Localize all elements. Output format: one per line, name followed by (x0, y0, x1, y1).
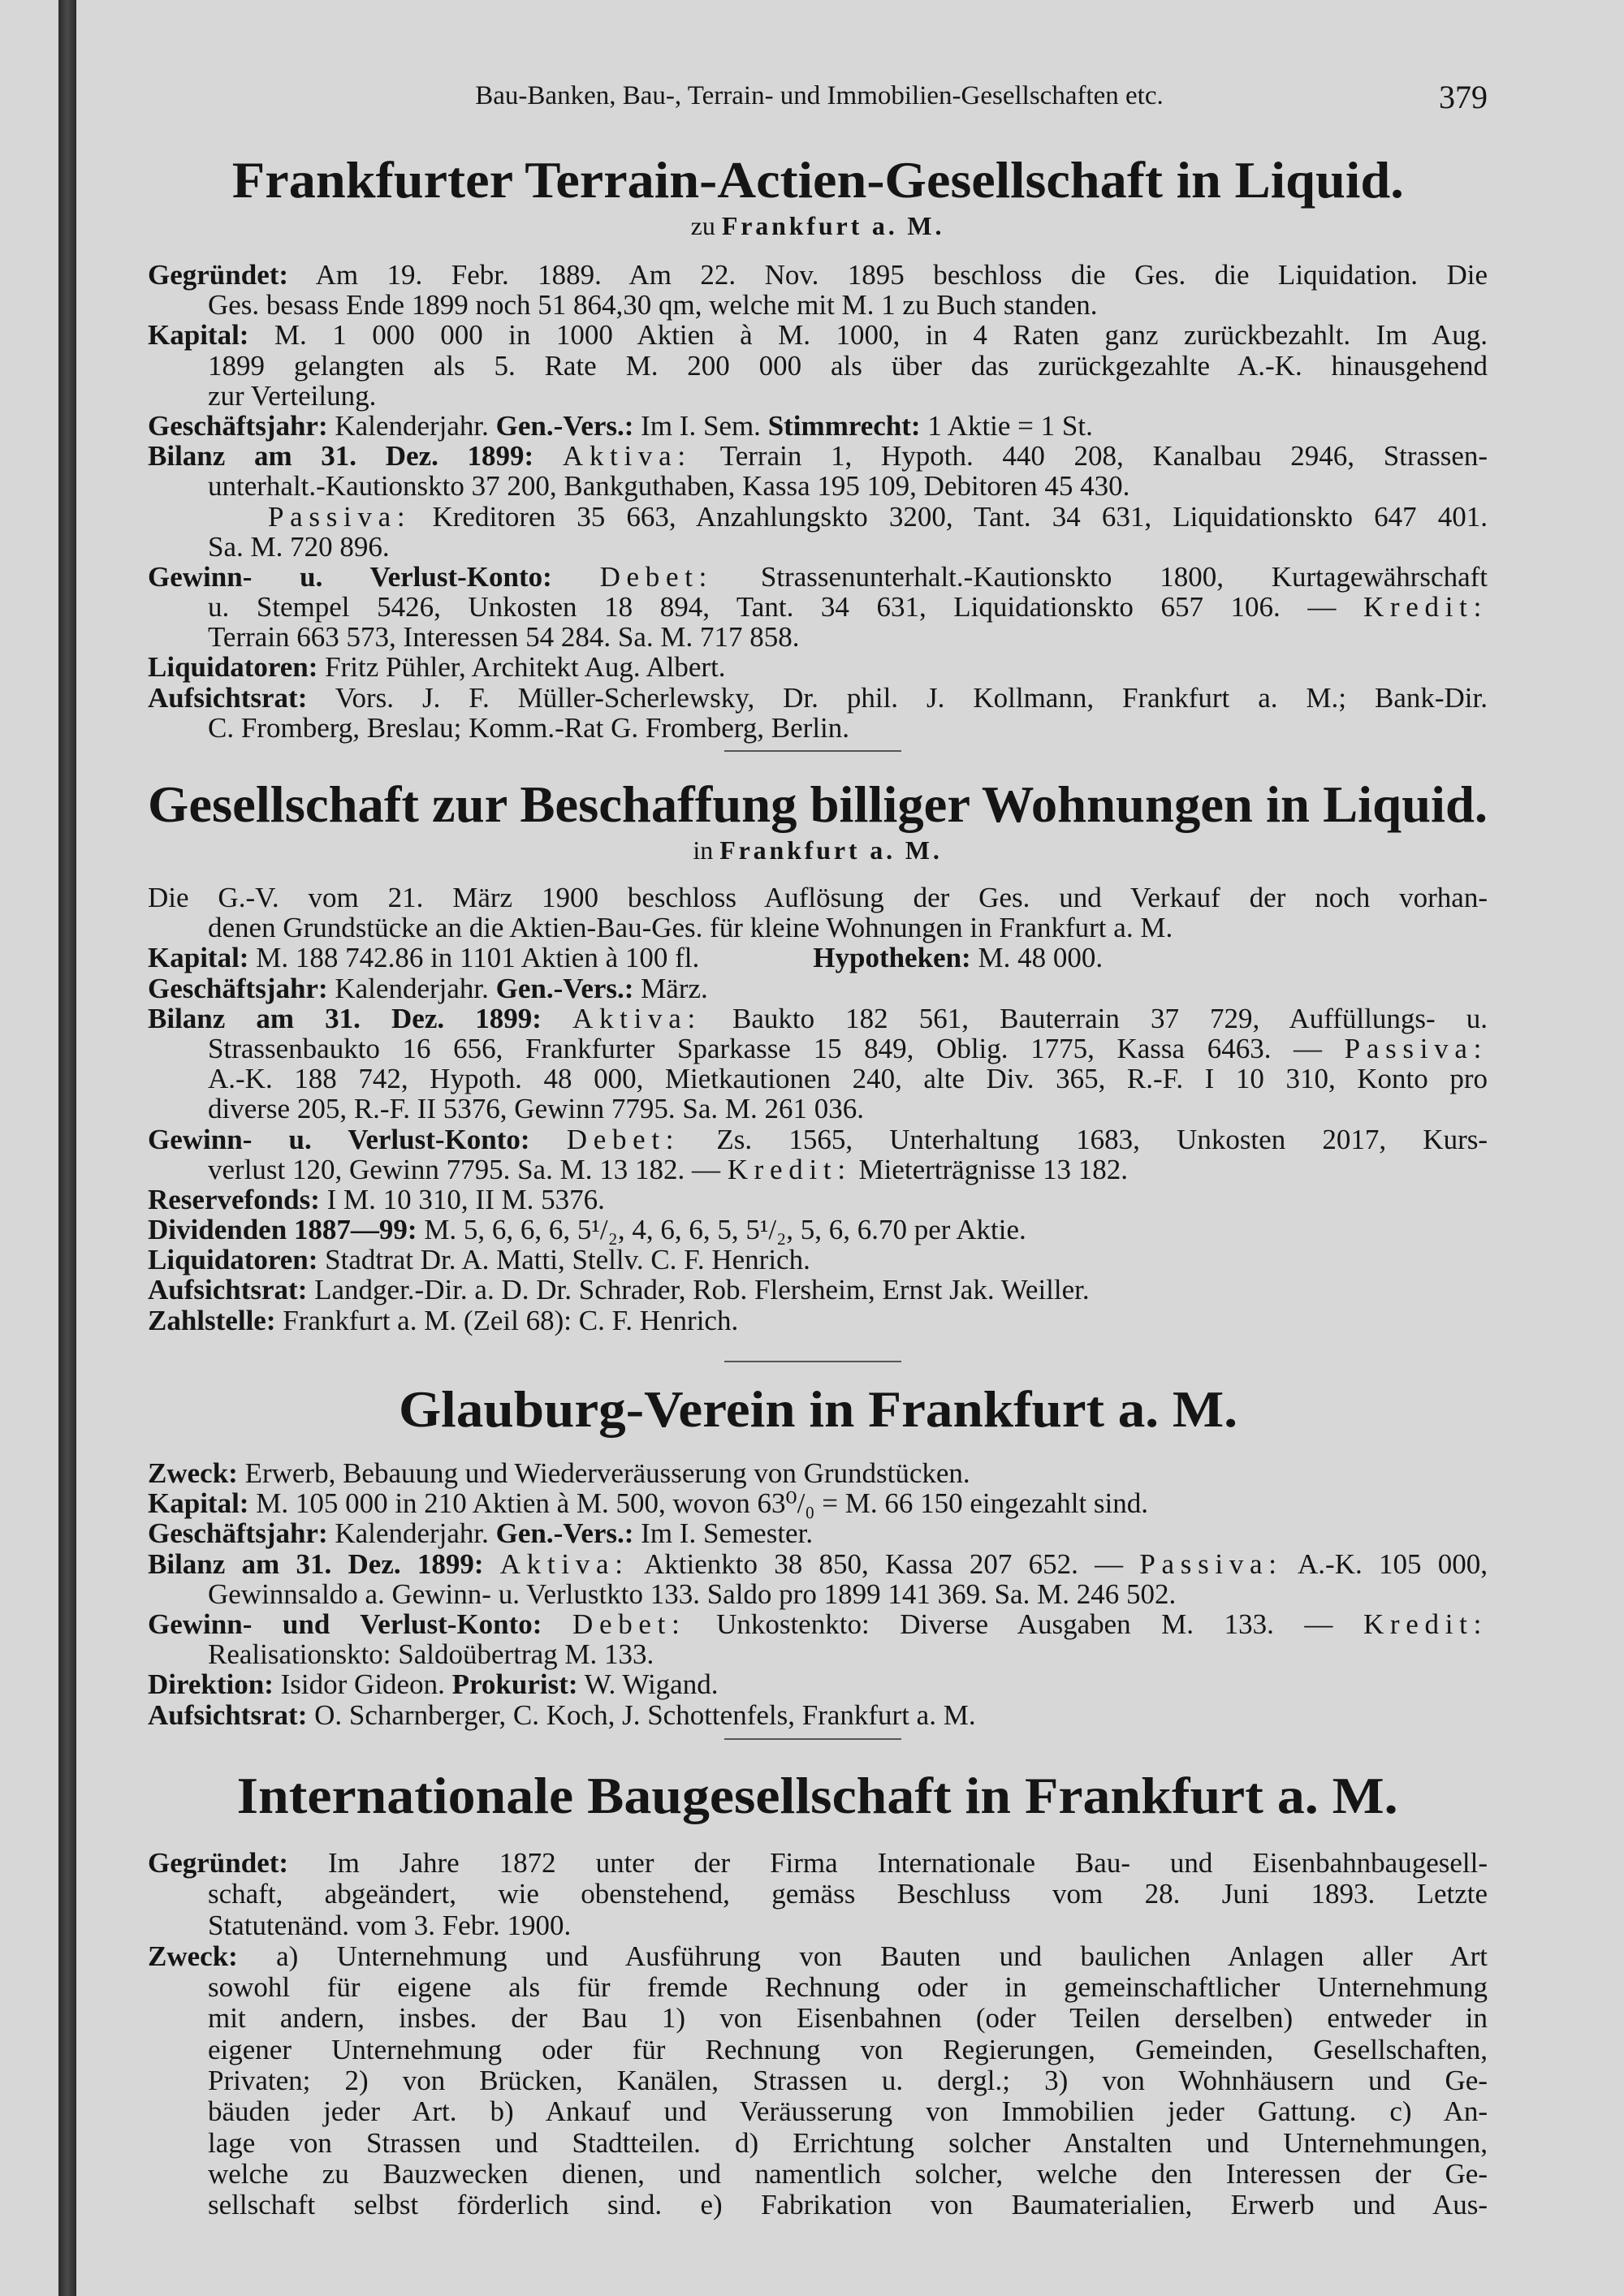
text-line (148, 913, 1488, 943)
entry-paragraph (148, 1518, 1488, 1548)
entry-paragraph (148, 1275, 1488, 1305)
text-line (148, 1972, 1488, 2003)
field-text: Kreditoren 35 663, Anzahlungskto 3200, Tant. 34 631, Liquidationskto 647 401. (411, 500, 1488, 533)
field-text: A.-K. 105 000, (1282, 1547, 1488, 1580)
binding-edge (58, 0, 76, 2296)
field-text (484, 1548, 500, 1580)
field-text: Strassenbaukto 16 656, Frankfurter Sparkasse 15 849, Oblig. 1775, Kassa 6463. — (208, 1032, 1345, 1064)
entry-paragraph (148, 1549, 1488, 1609)
account-side-label: Passiva: (1344, 1032, 1488, 1064)
field-text: Isidor Gideon. (273, 1668, 452, 1701)
entry-paragraph (148, 973, 1488, 1003)
text-line (148, 1941, 1488, 1972)
field-text: Stadtrat Dr. A. Matti, Stellv. C. F. Henrich. (317, 1244, 810, 1276)
entry-paragraph (148, 1185, 1488, 1215)
text-line (148, 1245, 1488, 1275)
text-line (148, 622, 1488, 652)
entry-paragraph (148, 1609, 1488, 1669)
field-text: Terrain 1, Hypoth. 440 208, Kanalbau 2946, Strassen- (691, 440, 1488, 473)
field-label: Kapital: (148, 1487, 249, 1520)
field-text: Privaten; 2) von Brücken, Kanälen, Strassen u. dergl.; 3) von Wohnhäusern und Ge- (208, 2065, 1488, 2097)
text-line (148, 441, 1488, 471)
entry-paragraph (148, 1848, 1488, 1941)
text-line (148, 1518, 1488, 1548)
entry-paragraph (148, 1700, 1488, 1730)
field-text: diverse 205, R.-F. II 5376, Gewinn 7795. Sa. M. 261 036. (208, 1093, 864, 1125)
field-text: Terrain 663 573, Interessen 54 284. Sa. M. 717 858. (208, 621, 800, 654)
field-text: sellschaft selbst förderlich sind. e) Fabrikation von Baumaterialien, Erwerb und Aus- (208, 2189, 1488, 2221)
field-text: Kalenderjahr. (327, 409, 496, 442)
location-prefix: zu (690, 211, 722, 240)
account-side-label: Debet: (599, 560, 714, 593)
entry-paragraph (148, 1669, 1488, 1699)
text-line (148, 1154, 1488, 1185)
field-text: u. Stempel 5426, Unkosten 18 894, Tant. 34 631, Liquidationskto 657 106. — (208, 591, 1363, 624)
text-line (148, 1003, 1488, 1034)
field-label: Hypotheken: (813, 942, 971, 974)
field-label: Liquidatoren: (148, 1244, 318, 1276)
separator-rule (724, 750, 901, 752)
entry-glauburg-verein (148, 1380, 1488, 1730)
text-line (148, 1879, 1488, 1910)
field-text: März. (633, 972, 708, 1004)
entry-paragraph (148, 1306, 1488, 1336)
field-text: M. 188 742.86 in 1101 Aktien à 100 fl. (248, 942, 814, 974)
field-text: Im I. Sem. (633, 409, 768, 442)
text-line (148, 1185, 1488, 1215)
separator-rule (724, 1361, 901, 1362)
field-label: Aufsichtsrat: (148, 681, 308, 714)
field-label: Dividenden 1887—99: (148, 1214, 417, 1246)
field-text: Im Jahre 1872 unter der Firma Internationale Bau- und Eisenbahnbaugesell- (288, 1847, 1488, 1879)
field-label: Kapital: (148, 319, 249, 352)
field-label: Zahlstelle: (148, 1304, 276, 1336)
field-label: Aufsichtsrat: (148, 1698, 308, 1731)
account-side-label: Debet: (566, 1123, 680, 1155)
entry-title (148, 1767, 1488, 1825)
field-text: Strassenunterhalt.-Kautionskto 1800, Kurtagewährschaft (713, 560, 1488, 593)
field-label: Gegründet: (148, 1847, 289, 1879)
field-text: verlust 120, Gewinn 7795. Sa. M. 13 182. — (208, 1153, 728, 1185)
field-text: 1 Aktie = 1 St. (920, 409, 1093, 442)
field-label: Prokurist: (451, 1668, 578, 1701)
field-label: Direktion: (148, 1668, 274, 1701)
entry-paragraph (148, 562, 1488, 653)
entry-location (148, 834, 1488, 866)
account-side-label: Kredit: (1363, 1608, 1488, 1640)
text-line (148, 1639, 1488, 1669)
field-text: Zs. 1565, Unterhaltung 1683, Unkosten 2017, Kurs- (680, 1123, 1488, 1155)
location-place: Frankfurt a. M. (719, 835, 943, 865)
text-line (148, 1700, 1488, 1730)
field-text: Fritz Pühler, Architekt Aug. Albert. (317, 651, 726, 684)
field-label: Liquidatoren: (148, 651, 318, 684)
entry-billiger-wohnungen (148, 775, 1488, 1336)
field-label: Bilanz am 31. Dez. 1899: (148, 1002, 542, 1034)
field-text: denen Grundstücke an die Aktien-Bau-Ges. für kleine Wohnungen in Frankfurt a. M. (208, 912, 1173, 944)
field-text (530, 1124, 567, 1155)
field-text: welche zu Bauzwecken dienen, und namentlich solcher, welche den Interessen der Ge- (208, 2157, 1488, 2190)
field-label: Zweck: (148, 1940, 238, 1972)
text-line (148, 713, 1488, 743)
field-label: Gewinn- u. Verlust-Konto: (148, 1123, 530, 1155)
account-side-label: Aktiva: (499, 1547, 629, 1580)
field-label: Reservefonds: (148, 1183, 320, 1215)
field-label: Bilanz am 31. Dez. 1899: (148, 440, 534, 473)
entry-paragraph (148, 260, 1488, 320)
field-text: mit andern, insbes. der Bau 1) von Eisenbahnen (oder Teilen derselben) entweder in (208, 2002, 1488, 2035)
text-line (148, 1669, 1488, 1699)
text-line (148, 1579, 1488, 1609)
text-line (148, 471, 1488, 501)
field-text: Realisationskto: Saldoübertrag M. 133. (208, 1638, 654, 1671)
text-line (148, 1094, 1488, 1124)
entry-paragraph (148, 411, 1488, 441)
entry-title-text: Internationale Baugesellschaft in Frankfurt a. M. (237, 1767, 1398, 1824)
account-side-label: Kredit: (727, 1153, 852, 1185)
field-text: I M. 10 310, II M. 5376. (319, 1183, 605, 1215)
text-line (148, 2035, 1488, 2065)
field-label: Zweck: (148, 1457, 238, 1489)
field-text: A.-K. 188 742, Hypoth. 48 000, Mietkautionen 240, alte Div. 365, R.-F. I 10 310, Konto pro (208, 1063, 1488, 1095)
entry-paragraph (148, 502, 1488, 562)
field-label: Geschäftsjahr: (148, 409, 328, 442)
entry-title (148, 151, 1488, 209)
text-line (148, 562, 1488, 592)
text-line (148, 2065, 1488, 2096)
text-line (148, 2190, 1488, 2220)
field-text: Aktienkto 38 850, Kassa 207 652. — (628, 1547, 1140, 1580)
text-line (148, 290, 1488, 320)
text-line (148, 1275, 1488, 1305)
field-text: Gewinnsaldo a. Gewinn- u. Verlustkto 133. Saldo pro 1899 141 369. Sa. M. 246 502. (208, 1577, 1177, 1610)
entry-paragraph (148, 652, 1488, 682)
entry-title (148, 775, 1488, 834)
field-label: Gewinn- und Verlust-Konto: (148, 1608, 542, 1640)
separator-rule (724, 1738, 901, 1740)
field-label: Gegründet: (148, 259, 289, 291)
text-line (148, 1064, 1488, 1094)
field-label: Kapital: (148, 942, 249, 974)
entry-location (148, 209, 1488, 242)
text-line (148, 2096, 1488, 2127)
location-place: Frankfurt a. M. (721, 211, 945, 240)
text-line (148, 1034, 1488, 1064)
text-line (148, 1306, 1488, 1336)
field-text: Frankfurt a. M. (Zeil 68): C. F. Henrich. (275, 1304, 739, 1336)
field-text: Am 19. Febr. 1889. Am 22. Nov. 1895 beschloss die Ges. die Liquidation. Die (288, 259, 1488, 291)
text-line (148, 1848, 1488, 1879)
field-text: unterhalt.-Kautionskto 37 200, Bankguthaben, Kassa 195 109, Debitoren 45 430. (208, 470, 1130, 503)
field-text: 1899 gelangten als 5. Rate M. 200 000 als über das zurückgezahlte A.-K. hinausgehend (208, 349, 1488, 382)
entry-title (148, 1380, 1488, 1439)
field-label: Gewinn- u. Verlust-Konto: (148, 560, 552, 593)
page-number: 379 (1439, 79, 1488, 115)
field-text: Statutenänd. vom 3. Febr. 1900. (208, 1909, 572, 1941)
text-line (148, 2003, 1488, 2034)
entry-frankfurter-terrain (148, 151, 1488, 743)
entry-paragraph (148, 683, 1488, 743)
field-text: bäuden jeder Art. b) Ankauf und Veräusserung von Immobilien jeder Gattung. c) An- (208, 2095, 1488, 2128)
entry-paragraph (148, 441, 1488, 501)
field-label: Gen.-Vers.: (495, 1517, 634, 1550)
entry-body (148, 1458, 1488, 1730)
text-line (148, 351, 1488, 381)
field-text: Erwerb, Bebauung und Wiederveräusserung von Grundstücken. (237, 1457, 970, 1489)
account-side-label: Passiva: (1139, 1547, 1283, 1580)
text-line (148, 1549, 1488, 1579)
account-side-label: Kredit: (1363, 591, 1488, 624)
field-text: Kalenderjahr. (327, 1517, 496, 1550)
field-text: W. Wigand. (577, 1668, 719, 1701)
field-text: M. 5, 6, 6, 6, 5¹/₂, 4, 6, 6, 5, 5¹/₂, 5, 6, 6.70 per Aktie. (417, 1214, 1026, 1246)
text-line (148, 973, 1488, 1003)
field-text: Die G.-V. vom 21. März 1900 beschloss Auflösung der Ges. und Verkauf der noch vorhan- (148, 882, 1488, 913)
entry-paragraph (148, 1941, 1488, 2221)
text-line (148, 381, 1488, 411)
entry-title-text: Frankfurter Terrain-Actien-Gesellschaft in Liquid. (231, 151, 1404, 209)
entry-internationale-baugesellschaft (148, 1767, 1488, 2221)
entry-paragraph (148, 883, 1488, 943)
field-text: Sa. M. 720 896. (208, 530, 390, 563)
text-line (148, 1124, 1488, 1154)
text-line (148, 943, 1488, 973)
field-text: Unkostenkto: Diverse Ausgaben M. 133. — (685, 1608, 1363, 1640)
field-label: Gen.-Vers.: (495, 972, 634, 1004)
field-text (542, 1003, 572, 1034)
entry-body (148, 883, 1488, 1336)
field-text: M. 48 000. (970, 942, 1104, 974)
text-line (148, 502, 1488, 532)
field-text: Im I. Semester. (633, 1517, 814, 1550)
field-text: sowohl für eigene als für fremde Rechnung oder in gemeinschaftlicher Unternehmung (208, 1971, 1488, 2004)
field-text (552, 561, 600, 593)
text-line (148, 652, 1488, 682)
text-line (148, 883, 1488, 913)
field-text: Kalenderjahr. (327, 972, 496, 1004)
account-side-label: Passiva: (268, 500, 412, 533)
field-text: zur Verteilung. (208, 379, 377, 412)
text-line (148, 1910, 1488, 1941)
field-text: M. 1 000 000 in 1000 Aktien à M. 1000, in 4 Raten ganz zurückbezahlt. Im Aug. (248, 319, 1488, 352)
account-side-label: Aktiva: (572, 1002, 702, 1034)
entry-title-text: Gesellschaft zur Beschaffung billiger Wohnungen in Liquid. (147, 775, 1488, 833)
field-text: Mieterträgnisse 13 182. (851, 1153, 1128, 1185)
field-label: Stimmrecht: (767, 409, 921, 442)
field-text: a) Unternehmung und Ausführung von Bauten und baulichen Anlagen aller Art (237, 1940, 1488, 1972)
field-label: Aufsichtsrat: (148, 1274, 308, 1306)
entry-paragraph (148, 1003, 1488, 1124)
entry-paragraph (148, 943, 1488, 973)
location-prefix: in (693, 835, 720, 865)
field-text: O. Scharnberger, C. Koch, J. Schottenfels, Frankfurt a. M. (307, 1698, 976, 1731)
running-title: Bau-Banken, Bau-, Terrain- und Immobilien-Gesellschaften etc. (475, 81, 1164, 110)
field-text (533, 440, 563, 472)
text-line (148, 1458, 1488, 1488)
field-text: M. 105 000 in 210 Aktien à M. 500, wovon 63⁰/₀ = M. 66 150 eingezahlt sind. (248, 1487, 1149, 1520)
field-label: Geschäftsjahr: (148, 1517, 328, 1550)
text-line (148, 320, 1488, 350)
entry-body (148, 260, 1488, 743)
field-text: Landger.-Dir. a. D. Dr. Schrader, Rob. Flersheim, Ernst Jak. Weiller. (307, 1274, 1090, 1306)
entry-title-text: Glauburg-Verein in Frankfurt a. M. (398, 1380, 1237, 1438)
text-line (148, 1488, 1488, 1518)
field-label: Gen.-Vers.: (495, 409, 634, 442)
entry-paragraph (148, 320, 1488, 411)
entry-paragraph (148, 1458, 1488, 1488)
text-line (148, 1609, 1488, 1639)
field-text: eigener Unternehmung oder für Rechnung von Regierungen, Gemeinden, Gesellschaften, (208, 2033, 1488, 2065)
field-text: Vors. J. F. Müller-Scherlewsky, Dr. phil. J. Kollmann, Frankfurt a. M.; Bank-Dir. (307, 681, 1488, 714)
text-line (148, 683, 1488, 713)
field-label: Bilanz am 31. Dez. 1899: (148, 1547, 484, 1580)
entry-paragraph (148, 1124, 1488, 1185)
field-text: Baukto 182 561, Bauterrain 37 729, Auffüllungs- u. (701, 1002, 1488, 1034)
text-line (148, 2159, 1488, 2190)
text-line (148, 2128, 1488, 2159)
entry-paragraph (148, 1488, 1488, 1518)
field-text (542, 1608, 572, 1640)
field-label: Geschäftsjahr: (148, 972, 328, 1004)
field-text: C. Fromberg, Breslau; Komm.-Rat G. Fromberg, Berlin. (208, 711, 850, 744)
field-text: schaft, abgeändert, wie obenstehend, gemäss Beschluss vom 28. Juni 1893. Letzte (208, 1878, 1488, 1910)
entry-paragraph (148, 1245, 1488, 1275)
field-text: lage von Strassen und Stadtteilen. d) Errichtung solcher Anstalten und Unternehmungen, (208, 2126, 1488, 2159)
entry-body (148, 1848, 1488, 2221)
text-line (148, 592, 1488, 622)
account-side-label: Debet: (572, 1608, 686, 1640)
entry-paragraph (148, 1215, 1488, 1245)
text-line (148, 1215, 1488, 1245)
field-text: Ges. besass Ende 1899 noch 51 864,30 qm, welche mit M. 1 zu Buch standen. (208, 289, 1098, 322)
text-line (148, 260, 1488, 290)
account-side-label: Aktiva: (562, 440, 692, 473)
text-line (148, 532, 1488, 562)
page-header (148, 81, 1488, 119)
text-line (148, 411, 1488, 441)
